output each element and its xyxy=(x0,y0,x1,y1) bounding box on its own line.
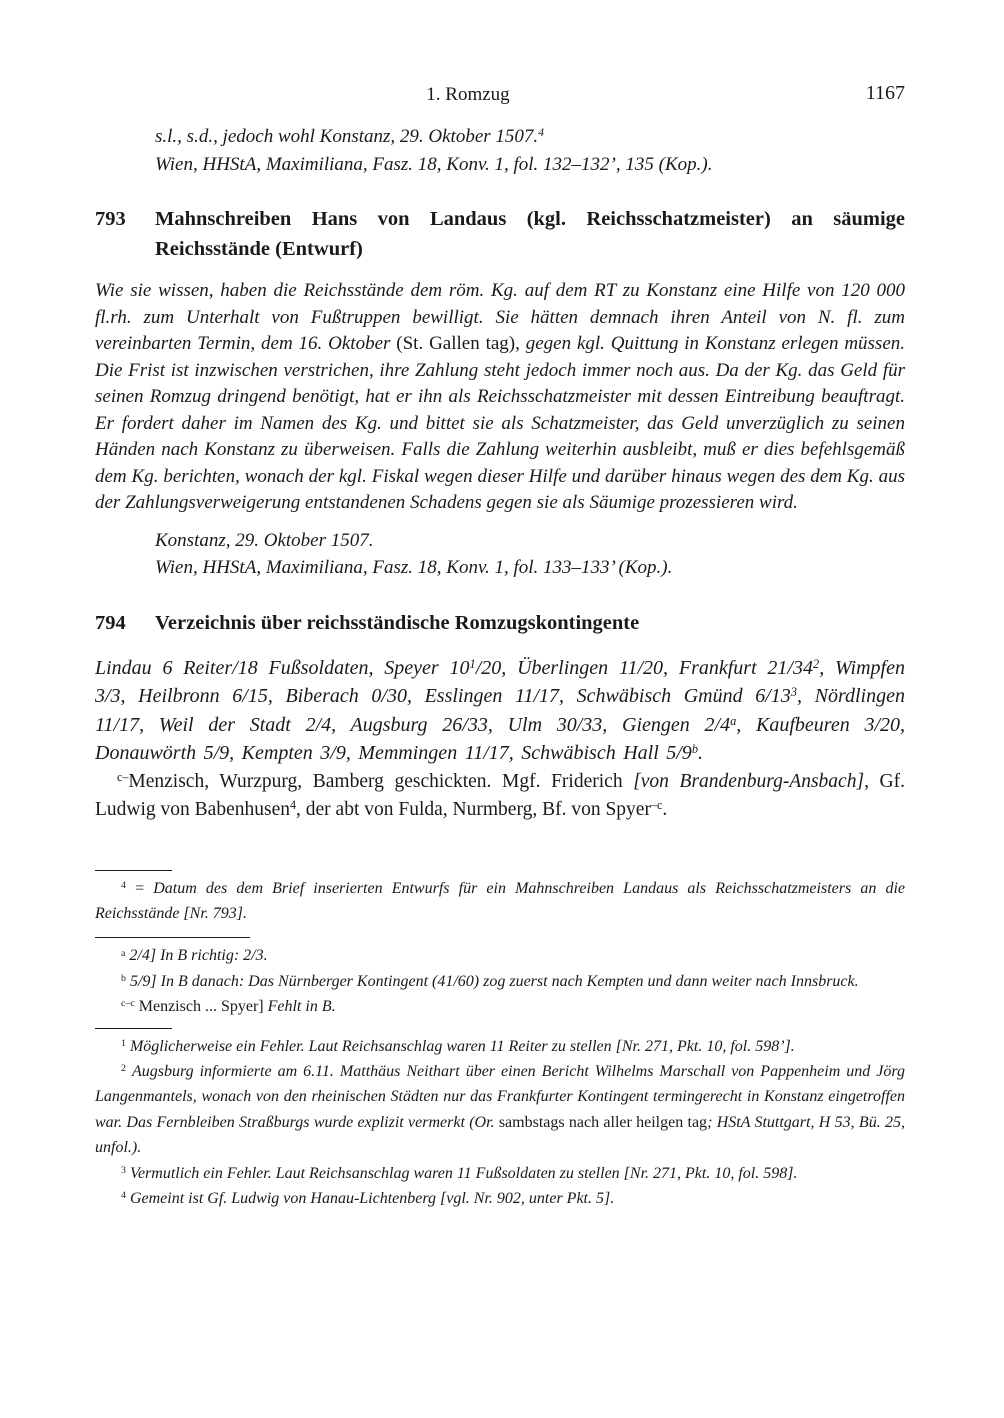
footnote-separator-rule xyxy=(95,870,172,871)
entry-793-heading xyxy=(95,204,905,264)
footnote-4: $^4$ Gemeint ist Gf. Ludwig von Hanau-Lichtenberg [vgl. Nr. 902, unter Pkt. 5]. xyxy=(121,1189,615,1207)
footnote-3: $^3$ Vermutlich ein Fehler. Laut Reichsanschlag waren 11 Fußsoldaten zu stellen [Nr. 271, Pkt. 10, fol. 598]. xyxy=(121,1164,798,1182)
entry-794-title: Verzeichnis über reichsständische Romzugskontingente xyxy=(155,611,640,634)
source-line: Wien, HHStA, Maximiliana, Fasz. 18, Konv. 1, fol. 132–132’, 135 (Kop.). xyxy=(155,153,713,175)
entry-793-source-block xyxy=(155,527,905,582)
footnote-separator-rule xyxy=(95,937,250,938)
footnote-a: $^a$ 2/4] In B richtig: 2/3. xyxy=(121,947,268,965)
entry-794-heading xyxy=(95,608,905,638)
source-line: Wien, HHStA, Maximiliana, Fasz. 18, Konv. 1, fol. 133–133’ (Kop.). xyxy=(155,557,673,578)
footnote-separator-rule xyxy=(95,1028,172,1029)
footnote-2: $^2$ Augsburg informierte am 6.11. Matthäus Neithart über einen Bericht Wilhelms Marschall von Pappenheim und Jörg Langenmantels, wonach von den rheinischen Städten nur das Frankfurter Kontingent termingerecht in Konstanz eingetroffen war. Das Fernbleiben Straßburgs wurde explizit vermerkt (Or. sambstags nach aller heilgen tag; HStA Stuttgart, H 53, Bü. 25, unfol.). xyxy=(95,1062,906,1157)
entry-793-title: Mahnschreiben Hans von Landaus (kgl. Reichsschatzmeister) an säumige Reichsstände (Entwurf) xyxy=(155,208,905,260)
entry-794-number: 794 xyxy=(95,611,126,634)
page-number: 1167 xyxy=(865,82,905,104)
entry-793-summary: Wie sie wissen, haben die Reichsstände dem röm. Kg. auf dem RT zu Konstanz eine Hilfe von 120 000 fl.rh. zum Unterhalt von Fußtruppen bewilligt. Sie hätten demnach ihren Anteil von N. fl. zum vereinbarten Termin, dem 16. Oktober (St. Gallen tag), gegen kgl. Quittung in Konstanz erlegen müssen. Die Frist ist inzwischen verstrichen, ihre Zahlung steht jedoch immer noch aus. Da der Kg. das Geld für seinen Romzug dringend benötigt, hat er ihn als Reichsschatzmeister mit dessen Eintreibung beauftragt. Er fordert daher im Namen des Kg. und bittet sie als Schatzmeister, das Geld unverzüglich zu seinen Händen nach Konstanz zu überweisen. Falls die Zahlung weiterhin ausbleibt, muß er dies befehlsgemäß dem Kg. berichten, wonach der kgl. Fiskal wegen dieser Hilfe und darüber hinaus wegen des dem Kg. aus der Zahlungsverweigerung entstandenen Schadens gegen sie als Säumige prozessieren wird. xyxy=(95,280,906,513)
running-title: 1. Romzug xyxy=(426,84,510,105)
page-header xyxy=(95,84,905,108)
entry-793-number: 793 xyxy=(95,208,126,230)
entry-794-addendum: $^{c-}$Menzisch, Wurzpurg, Bamberg geschickten. Mgf. Friderich [von Brandenburg-Ansbach], Gf. Ludwig von Babenhusen$^4$, der abt von Fulda, Nurmberg, Bf. von Spyer$^{-c}$. xyxy=(95,769,905,820)
previous-entry-tail xyxy=(155,123,905,178)
footnote-c: $^{c-c}$ Menzisch ... Spyer] Fehlt in B. xyxy=(121,998,336,1016)
footnote-section-datum xyxy=(95,876,905,927)
entry-794-contingent-list: Lindau 6 Reiter/18 Fußsoldaten, Speyer $10^1/20$, Überlingen 11/20, Frankfurt $21/34^2$, Wimpfen 3/3, Heilbronn 6/15, Biberach 0/30, Esslingen 11/17, Schwäbisch Gmünd $6/13^3$, Nördlingen 11/17, Weil der Stadt 2/4, Augsburg 26/33, Ulm 30/33, Giengen 2/4$^a$, Kaufbeuren 3/20, Donauwörth 5/9, Kempten 3/9, Memmingen 11/17, Schwäbisch Hall 5/9$^b$. xyxy=(95,656,906,764)
footnote-section-numbers xyxy=(95,1034,905,1212)
dateline: Konstanz, 29. Oktober 1507. xyxy=(155,529,374,551)
provenance-line: s.l., s.d., jedoch wohl Konstanz, 29. Oktober 1507.$^4$ xyxy=(155,126,545,147)
footnote-section-letters xyxy=(95,943,905,1019)
footnote-1: $^1$ Möglicherweise ein Fehler. Laut Reichsanschlag waren 11 Reiter zu stellen [Nr. 271, Pkt. 10, fol. 598’]. xyxy=(121,1037,795,1055)
footnote-b: $^b$ 5/9] In B danach: Das Nürnberger Kontingent (41/60) zog zuerst nach Kempten und dann weiter nach Innsbruck. xyxy=(121,972,859,990)
footnote-datum-4: $^4$ = Datum des dem Brief inserierten Entwurfs für ein Mahnschreiben Landaus als Reichsschatzmeisters an die Reichsstände [Nr. 793]. xyxy=(95,879,905,922)
